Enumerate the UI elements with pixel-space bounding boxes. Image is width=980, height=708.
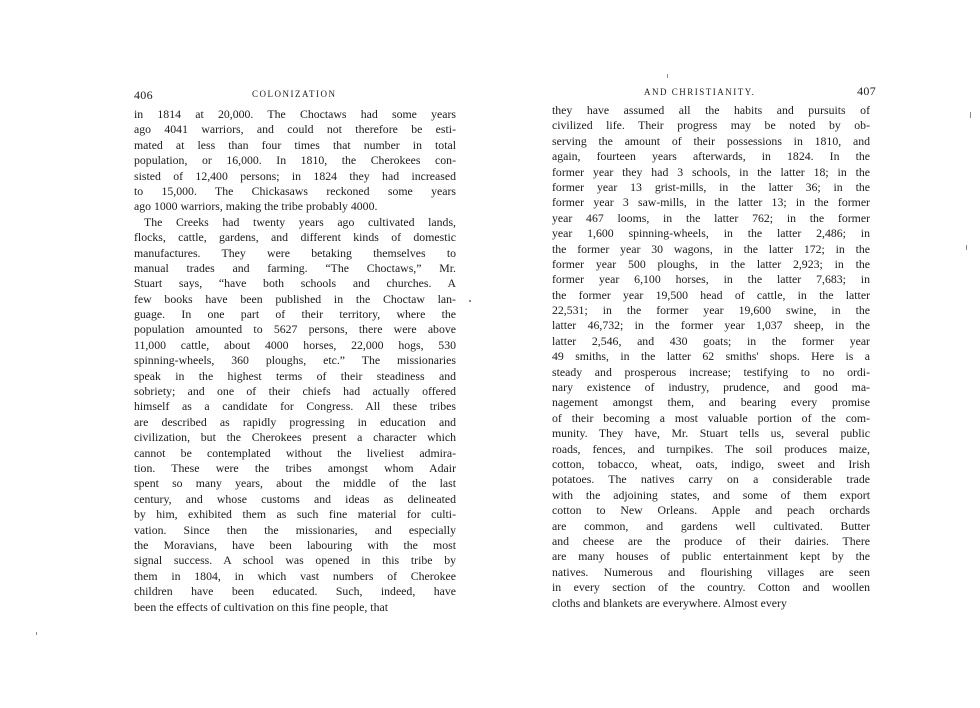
text-line: cloths and blankets are everywhere. Almost every: [552, 595, 787, 610]
text-line: they have assumed all the habits and pursuits of: [552, 103, 870, 117]
text-line: signal success. A school was opened in this tribe by: [134, 553, 456, 568]
text-line: again, fourteen years afterwards, in 1824. In the: [552, 149, 870, 164]
text-line: population amounted to 5627 persons, there were above: [134, 322, 456, 337]
text-line: population, or 16,000. In 1810, the Cherokees con-: [134, 153, 456, 168]
text-line: the Moravians, have been labouring with the most: [134, 537, 456, 552]
text-line: Stuart says, “have both schools and churches. A: [134, 276, 456, 291]
text-line: them in 1804, in which vast numbers of Cherokee: [134, 568, 456, 583]
text-line: civilization, but the Cherokees present a character which: [134, 430, 456, 445]
text-line: natives. Numerous and flourishing villages are seen: [552, 564, 870, 579]
text-line: serving the amount of their possessions in 1810, and: [552, 133, 870, 148]
text-line: The Creeks had twenty years ago cultivated lands,: [144, 214, 456, 229]
text-line: few books have been published in the Choctaw lan-: [134, 291, 456, 306]
left-page-number: 406: [134, 88, 153, 102]
text-line: tion. These were the tribes amongst whom Adair: [134, 460, 456, 475]
text-line: in 1814 at 20,000. The Choctaws had some years: [134, 107, 456, 121]
text-line: manufactures. They were betaking themselves to: [134, 245, 456, 260]
scan-speck: [36, 632, 37, 635]
text-line: former year 3 saw-mills, in the latter 13; in the former: [552, 195, 870, 210]
text-line: potatoes. The natives carry on a considerable trade: [552, 472, 870, 487]
scan-speck: [667, 74, 668, 78]
text-line: latter 46,732; in the former year 1,037 sheep, in the: [552, 318, 870, 333]
text-line: been the effects of cultivation on this fine people, that: [134, 599, 388, 614]
text-line: to 15,000. The Chickasaws reckoned some years: [134, 183, 456, 198]
text-line: former year 13 grist-mills, in the latter 36; in the: [552, 179, 870, 194]
left-running-head: COLONIZATION: [252, 89, 337, 99]
text-line: vation. Since then the missionaries, and especially: [134, 522, 456, 537]
right-page-number: 407: [857, 84, 876, 98]
text-line: year 467 looms, in the latter 762; in the former: [552, 210, 870, 225]
scan-speck: [970, 112, 971, 118]
text-line: mated at less than four times that number in total: [134, 137, 456, 152]
right-page: [490, 0, 980, 708]
text-line: latter 2,546, and 430 goats; in the former year: [552, 333, 870, 348]
text-line: roads, fences, and turnpikes. The soil produces maize,: [552, 441, 870, 456]
scan-speck: [966, 245, 967, 250]
text-line: former year they had 3 schools, in the latter 18; in the: [552, 164, 870, 179]
text-line: former year 500 ploughs, in the latter 2,923; in the: [552, 256, 870, 271]
text-line: flocks, cattle, gardens, and different kinds of domestic: [134, 230, 456, 245]
text-line: 49 smiths, in the latter 62 smiths' shops. Here is a: [552, 349, 870, 364]
text-line: 11,000 cattle, about 4000 horses, 22,000 hogs, 530: [134, 337, 456, 352]
left-body-text: [134, 107, 456, 615]
text-line: civilized life. Their progress may be noted by ob-: [552, 118, 870, 133]
text-line: 22,531; in the former year 19,600 swine, in the: [552, 303, 870, 318]
text-line: himself as a candidate for Congress. All these tribes: [134, 399, 456, 414]
text-line: of their becoming a most valuable portion of the com-: [552, 410, 870, 425]
text-line: spent so many years, about the middle of the last: [134, 476, 456, 491]
text-line: sobriety; and one of their chiefs had actually offered: [134, 384, 456, 399]
right-body-text: [552, 103, 870, 611]
text-line: ago 4041 warriors, and could not therefore be esti-: [134, 122, 456, 137]
text-line: spinning-wheels, 360 ploughs, etc.” The missionaries: [134, 353, 456, 368]
text-line: munity. They have, Mr. Stuart tells us, several public: [552, 426, 870, 441]
text-line: are many houses of public entertainment kept by the: [552, 549, 870, 564]
text-line: children have been educated. Such, indeed, have: [134, 584, 456, 599]
text-line: century, and whose customs and ideas as delineated: [134, 491, 456, 506]
text-line: sisted of 12,400 persons; in 1824 they had increased: [134, 168, 456, 183]
text-line: nagement amongst them, and bearing every promise: [552, 395, 870, 410]
text-line: ago 1000 warriors, making the tribe probably 4000.: [134, 199, 378, 214]
text-line: steady and prosperous increase; testifying to no ordi-: [552, 364, 870, 379]
text-line: cotton, tobacco, wheat, oats, indigo, sweet and Irish: [552, 456, 870, 471]
scan-speck: [469, 300, 471, 302]
text-line: nary existence of industry, prudence, and good ma-: [552, 380, 870, 395]
text-line: the former year 30 wagons, in the latter 172; in the: [552, 241, 870, 256]
right-page-header: [552, 84, 876, 100]
text-line: in every section of the country. Cotton and woollen: [552, 580, 870, 595]
text-line: cotton to New Orleans. Apple and peach orchards: [552, 503, 870, 518]
text-line: with the adjoining states, and some of them export: [552, 487, 870, 502]
text-line: year 1,600 spinning-wheels, in the latter 2,486; in: [552, 226, 870, 241]
text-line: are common, and gardens well cultivated. Butter: [552, 518, 870, 533]
text-line: by him, exhibited them as such fine material for culti-: [134, 507, 456, 522]
text-line: manual trades and farming. “The Choctaws,” Mr.: [134, 260, 456, 275]
text-line: the former year 19,500 head of cattle, in the latter: [552, 287, 870, 302]
text-line: and cheese are the produce of their dairies. There: [552, 533, 870, 548]
left-page-header: [134, 88, 456, 104]
text-line: are described as rapidly progressing in education and: [134, 414, 456, 429]
text-line: speak in the highest terms of their steadiness and: [134, 368, 456, 383]
text-line: former year 6,100 horses, in the latter 7,683; in: [552, 272, 870, 287]
text-line: cannot be contemplated without the liveliest admira-: [134, 445, 456, 460]
text-line: guage. In one part of their territory, where the: [134, 307, 456, 322]
right-running-head: AND CHRISTIANITY.: [644, 87, 756, 97]
